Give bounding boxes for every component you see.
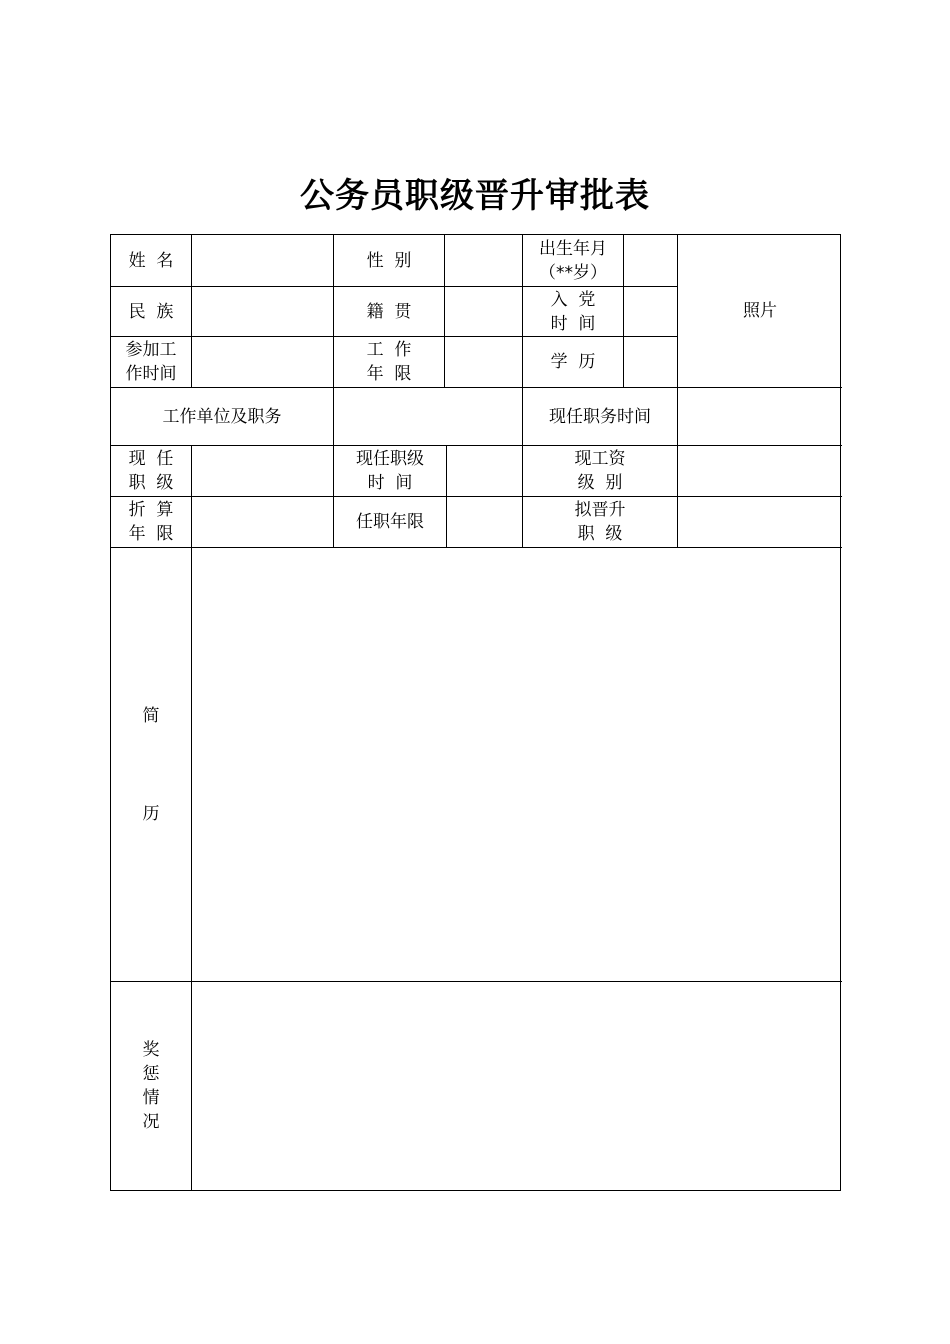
name-label: 姓 名 (128, 250, 174, 271)
unit-field[interactable] (333, 387, 522, 445)
current-rank-time-field[interactable] (446, 445, 522, 496)
resume-char-1: 简 (142, 705, 160, 726)
current-rank-label: 现 任 职 级 (111, 445, 191, 496)
work-start-field[interactable] (191, 336, 333, 387)
converted-years-label: 折 算 年 限 (111, 496, 191, 547)
unit-label: 工作单位及职务 (111, 387, 333, 445)
salary-label: 现工资 级 别 (522, 445, 677, 496)
current-rank-field[interactable] (191, 445, 333, 496)
work-years-field[interactable] (444, 336, 522, 387)
converted-years-field[interactable] (191, 496, 333, 547)
sex-label: 性 别 (333, 235, 444, 286)
sex-field[interactable] (444, 235, 522, 286)
party-field[interactable] (623, 286, 677, 336)
education-label: 学 历 (522, 336, 623, 387)
form-table (110, 234, 841, 1191)
proposed-rank-label: 拟晋升 职 级 (522, 496, 677, 547)
rewards-field[interactable] (191, 981, 842, 1190)
name-field[interactable] (191, 235, 333, 286)
resume-label (111, 547, 191, 981)
ethnic-field[interactable] (191, 286, 333, 336)
current-rank-time-label: 现任职级 时 间 (333, 445, 446, 496)
position-time-label: 现任职务时间 (522, 387, 677, 445)
photo-box[interactable]: 照片 (677, 235, 842, 387)
party-label: 入 党 时 间 (522, 286, 623, 336)
tenure-label: 任职年限 (333, 496, 446, 547)
tenure-field[interactable] (446, 496, 522, 547)
ethnic-label: 民 族 (111, 286, 191, 336)
education-field[interactable] (623, 336, 677, 387)
proposed-rank-field[interactable] (677, 496, 842, 547)
rewards-label: 奖 惩 情 况 (111, 981, 191, 1190)
birth-field[interactable] (623, 235, 677, 286)
form-title: 公务员职级晋升审批表 (300, 176, 650, 216)
resume-field[interactable] (191, 547, 842, 981)
birth-label: 出生年月 （**岁） (522, 235, 623, 286)
native-field[interactable] (444, 286, 522, 336)
native-label: 籍 贯 (333, 286, 444, 336)
work-years-label: 工 作 年 限 (333, 336, 444, 387)
salary-field[interactable] (677, 445, 842, 496)
position-time-field[interactable] (677, 387, 842, 445)
work-start-label: 参加工 作时间 (111, 336, 191, 387)
resume-char-2: 历 (142, 803, 160, 824)
